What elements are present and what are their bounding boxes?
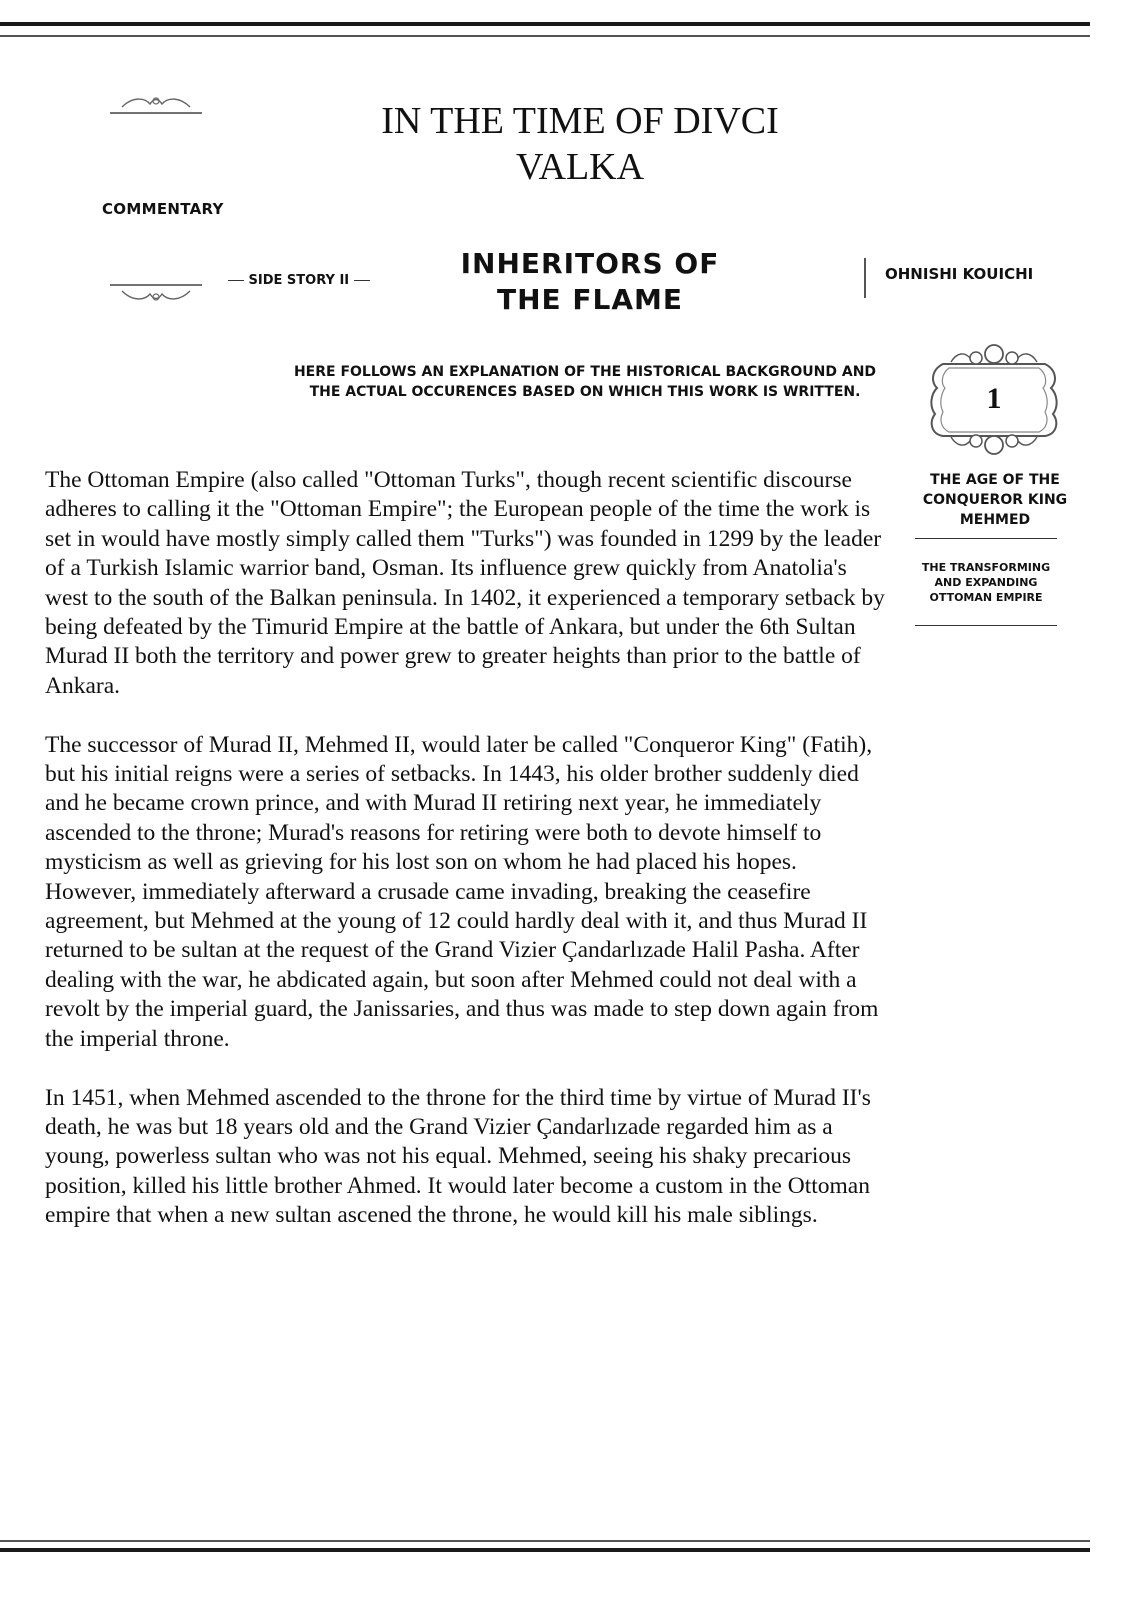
body-paragraph: The successor of Murad II, Mehmed II, would later be called "Conqueror King" (Fatih), but his initial reigns were a series of setbacks. In 1443, his older brother suddenly died and he became crown prince, and with Murad II retiring next year, he immediately ascended to the throne; Murad's reasons for retiring were both to devote himself to mysticism as well as grieving for his lost son on whom he had placed his hopes. However, immediately afterward a crusade came invading, breaking the ceasefire agreement, but Mehmed at the young of 12 could hardly deal with it, and thus Murad II returned to be sultan at the request of the Grand Vizier Çandarlızade Halil Pasha. After dealing with the war, he abdicated again, but soon after Mehmed could not deal with a revolt by the imperial guard, the Janissaries, and thus was made to step down again from the imperial throne. [45,731,879,1052]
page-title: IN THE TIME OF DIVCI VALKA [381,100,779,188]
ornament-top-left [108,92,204,118]
side-story-label: SIDE STORY II [248,273,350,288]
sidebar-rule-top [915,538,1057,539]
body-paragraph: In 1451, when Mehmed ascended to the throne for the third time by virtue of Murad II's death, he was but 18 years old and the Grand Vizier Çandarlızade regarded him as a young, powerless sultan who was not his equal. Mehmed, seeing his shaky precarious position, killed his little brother Ahmed. It would later become a custom in the Ottoman empire that when a new sultan ascened the throne, he would kill his male siblings. [45,1084,871,1229]
sidebar-rule-bottom [915,625,1057,626]
top-rule-thin [0,35,1090,37]
chapter-subtitle: THE TRANSFORMING AND EXPANDING OTTOMAN EMPIRE [921,561,1051,604]
intro-note: HERE FOLLOWS AN EXPLANATION OF THE HISTORICAL BACKGROUND AND THE ACTUAL OCCURENCES BASED ON WHICH THIS WORK IS WRITTEN. [293,364,877,400]
side-story-dash-right [354,280,370,281]
top-rule-thick [0,22,1090,26]
commentary-label: COMMENTARY [102,200,224,218]
bottom-rule-thin [0,1540,1090,1542]
story-title: INHERITORS OF THE FLAME [460,247,720,316]
ornament-bottom-left [108,282,204,304]
side-story-dash-left [228,280,244,281]
chapter-title: THE AGE OF THE CONQUEROR KING MEHMED [922,472,1068,528]
author-name: OHNISHI KOUICHI [885,265,1034,283]
chapter-number: 1 [986,382,1002,415]
bottom-rule-thick [0,1548,1090,1552]
body-paragraph: The Ottoman Empire (also called "Ottoman Turks", though recent scientific discourse adheres to calling it the "Ottoman Empire"; the European people of the time the work is set in would have mostly simply called them "Turks") was founded in 1299 by the leader of a Turkish Islamic warrior band, Osman. Its influence grew quickly from Anatolia's west to the south of the Balkan peninsula. In 1402, it experienced a temporary setback by being defeated by the Timurid Empire at the battle of Ankara, but under the 6th Sultan Murad II both the territory and power grew to greater heights than prior to the battle of Ankara. [45,467,885,699]
side-story-label-wrap [228,273,370,288]
commentary-body [45,466,885,1260]
author-divider [864,258,866,298]
